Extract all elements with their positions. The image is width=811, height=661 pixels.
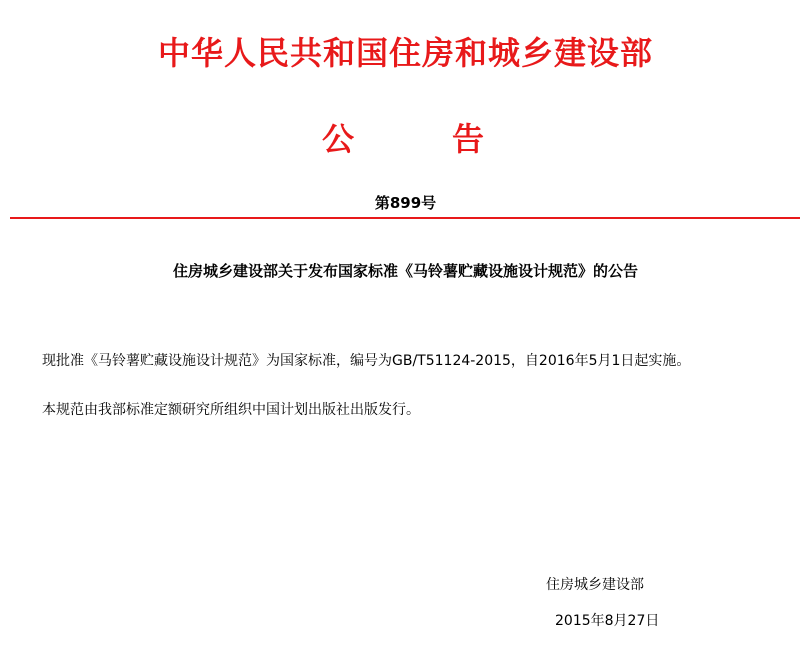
issuer-title: 中华人民共和国住房和城乡建设部 xyxy=(157,34,653,72)
issue-date: 2015年8月27日 xyxy=(555,613,660,629)
body-paragraph: 现批准《马铃薯贮藏设施设计规范》为国家标准，编号为GB/T51124-2015，自2016年5月1日起实施。 xyxy=(42,353,691,369)
document-title: 住房城乡建设部关于发布国家标准《马铃薯贮藏设施设计规范》的公告 xyxy=(172,262,638,280)
signer: 住房城乡建设部 xyxy=(546,577,644,593)
notice-char-gao: 告 xyxy=(452,120,485,158)
document-number: 第899号 xyxy=(374,194,437,212)
body-paragraph: 本规范由我部标准定额研究所组织中国计划出版社出版发行。 xyxy=(42,402,420,418)
notice-char-gong: 公 xyxy=(322,120,355,158)
notice-label xyxy=(0,116,811,162)
header-divider xyxy=(10,217,800,219)
